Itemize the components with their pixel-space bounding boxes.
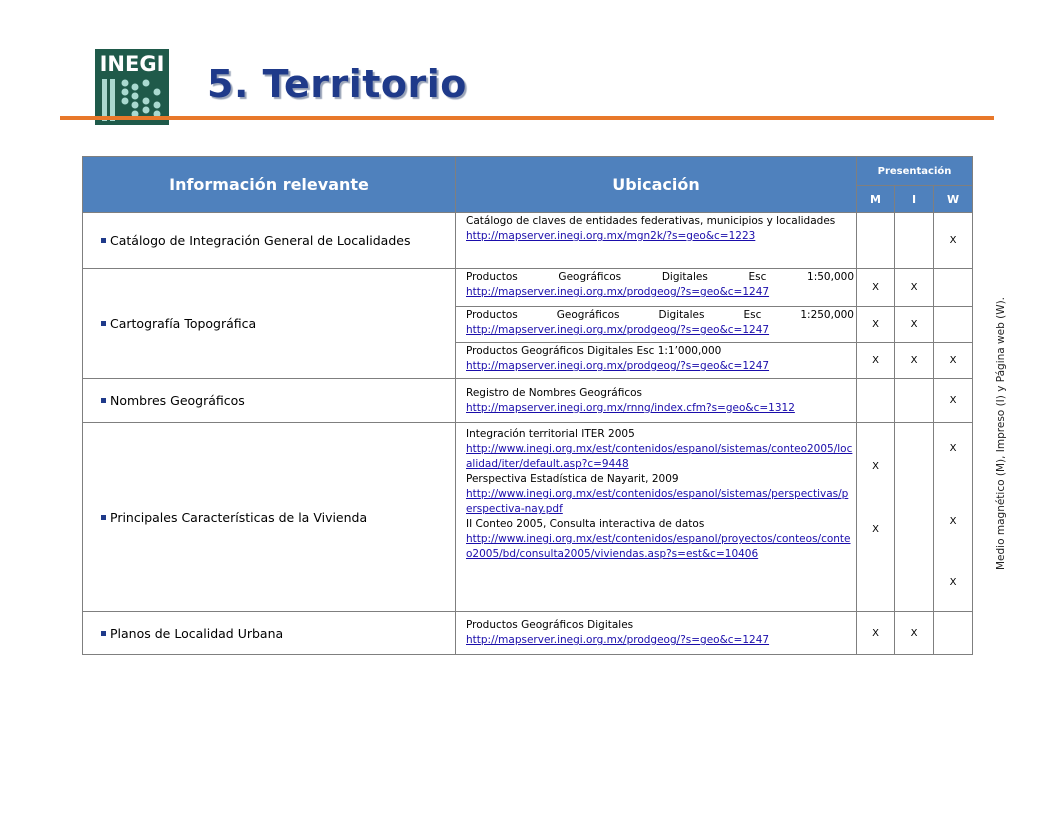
- mark-i: X: [895, 307, 934, 343]
- mark-w-3: X: [949, 577, 957, 588]
- mark-m: [857, 423, 895, 612]
- mark-w: [934, 307, 973, 343]
- info-cell: [83, 213, 456, 269]
- location-cell: [456, 307, 857, 343]
- info-label: Catálogo de Integración General de Localidades: [110, 233, 411, 248]
- location-link[interactable]: http://www.inegi.org.mx/est/contenidos/espanol/sistemas/perspectivas/perspectiva-nay.pdf: [466, 488, 849, 515]
- location-link[interactable]: http://mapserver.inegi.org.mx/prodgeog/?s=geo&c=1247: [466, 360, 770, 372]
- location-desc: Productos Geográficos Digitales Esc 1:250,000: [466, 309, 854, 321]
- header-presentation: Presentación: [857, 157, 973, 186]
- territory-table: [82, 156, 973, 655]
- location-desc: Catálogo de claves de entidades federativas, municipios y localidades: [466, 215, 836, 227]
- header-info: Información relevante: [83, 157, 456, 213]
- mark-m-2: X: [872, 524, 879, 535]
- location-cell: [456, 379, 857, 423]
- info-label: Nombres Geográficos: [110, 393, 245, 408]
- bullet-icon: [101, 631, 106, 636]
- mark-w: X: [934, 343, 973, 379]
- location-desc: Registro de Nombres Geográficos: [466, 386, 643, 399]
- table-row: [83, 612, 973, 655]
- bullet-icon: [101, 321, 106, 326]
- info-cell: [83, 269, 456, 379]
- location-desc: Productos Geográficos Digitales Esc 1:1’000,000: [466, 345, 722, 357]
- mark-i: [895, 379, 934, 423]
- mark-w: [934, 423, 973, 612]
- mark-i: X: [895, 612, 934, 655]
- info-label: Principales Características de la Vivienda: [110, 509, 368, 525]
- bullet-icon: [101, 398, 106, 403]
- info-label: Planos de Localidad Urbana: [110, 625, 284, 641]
- mark-w: [934, 269, 973, 307]
- mark-m-1: X: [872, 461, 879, 472]
- location-desc: Productos Geográficos Digitales: [466, 619, 634, 631]
- mark-i: [895, 213, 934, 269]
- mark-w: X: [934, 213, 973, 269]
- mark-i: X: [895, 343, 934, 379]
- header-m: M: [857, 186, 895, 213]
- mark-i: X: [895, 269, 934, 307]
- location-cell: [456, 213, 857, 269]
- mark-m: X: [857, 612, 895, 655]
- table-row: [83, 213, 973, 269]
- location-link[interactable]: http://mapserver.inegi.org.mx/mgn2k/?s=geo&c=1223: [466, 230, 756, 242]
- location-desc: II Conteo 2005, Consulta interactiva de datos: [466, 518, 705, 530]
- header-divider: [60, 116, 994, 120]
- bullet-icon: [101, 238, 106, 243]
- header-i: I: [895, 186, 934, 213]
- info-cell: [83, 379, 456, 423]
- bullet-icon: [101, 515, 106, 520]
- location-link[interactable]: http://mapserver.inegi.org.mx/prodgeog/?s=geo&c=1247: [466, 634, 770, 646]
- header-w: W: [934, 186, 973, 213]
- location-cell: [456, 269, 857, 307]
- location-cell: [456, 612, 857, 655]
- location-link[interactable]: http://mapserver.inegi.org.mx/rnng/index.cfm?s=geo&c=1312: [466, 401, 795, 414]
- location-cell: [456, 343, 857, 379]
- table-row: [83, 379, 973, 423]
- inegi-logo: [95, 49, 169, 125]
- location-cell: [456, 423, 857, 612]
- location-link[interactable]: http://www.inegi.org.mx/est/contenidos/espanol/proyectos/conteos/conteo2005/bd/consulta2005/viviendas.asp?s=est&c=10406: [466, 533, 851, 560]
- mark-i: [895, 423, 934, 612]
- location-desc: Perspectiva Estadística de Nayarit, 2009: [466, 473, 679, 485]
- mark-w-1: X: [949, 443, 957, 454]
- location-desc: Productos Geográficos Digitales Esc 1:50,000: [466, 271, 854, 283]
- mark-m: X: [857, 307, 895, 343]
- header-location: Ubicación: [456, 157, 857, 213]
- mark-w: [934, 612, 973, 655]
- location-link[interactable]: http://mapserver.inegi.org.mx/prodgeog/?s=geo&c=1247: [466, 286, 770, 298]
- table-row: [83, 269, 973, 307]
- presentation-legend: Medio magnético (M), Impreso (I) y Página web (W).: [995, 296, 1007, 570]
- page-title: 5. Territorio: [207, 62, 467, 106]
- mark-w-2: X: [949, 516, 957, 527]
- table-row: [83, 423, 973, 612]
- info-cell: [83, 612, 456, 655]
- location-link[interactable]: http://www.inegi.org.mx/est/contenidos/espanol/sistemas/conteo2005/localidad/iter/default.asp?c=9448: [466, 443, 853, 470]
- mark-m: X: [857, 269, 895, 307]
- mark-m: [857, 213, 895, 269]
- info-cell: [83, 423, 456, 612]
- info-label: Cartografía Topográfica: [110, 316, 257, 331]
- mark-w: X: [934, 379, 973, 423]
- logo-text: INEGI: [99, 52, 165, 76]
- mark-m: [857, 379, 895, 423]
- location-link[interactable]: http://mapserver.inegi.org.mx/prodgeog/?s=geo&c=1247: [466, 324, 770, 336]
- mark-m: X: [857, 343, 895, 379]
- location-desc: Integración territorial ITER 2005: [466, 428, 635, 440]
